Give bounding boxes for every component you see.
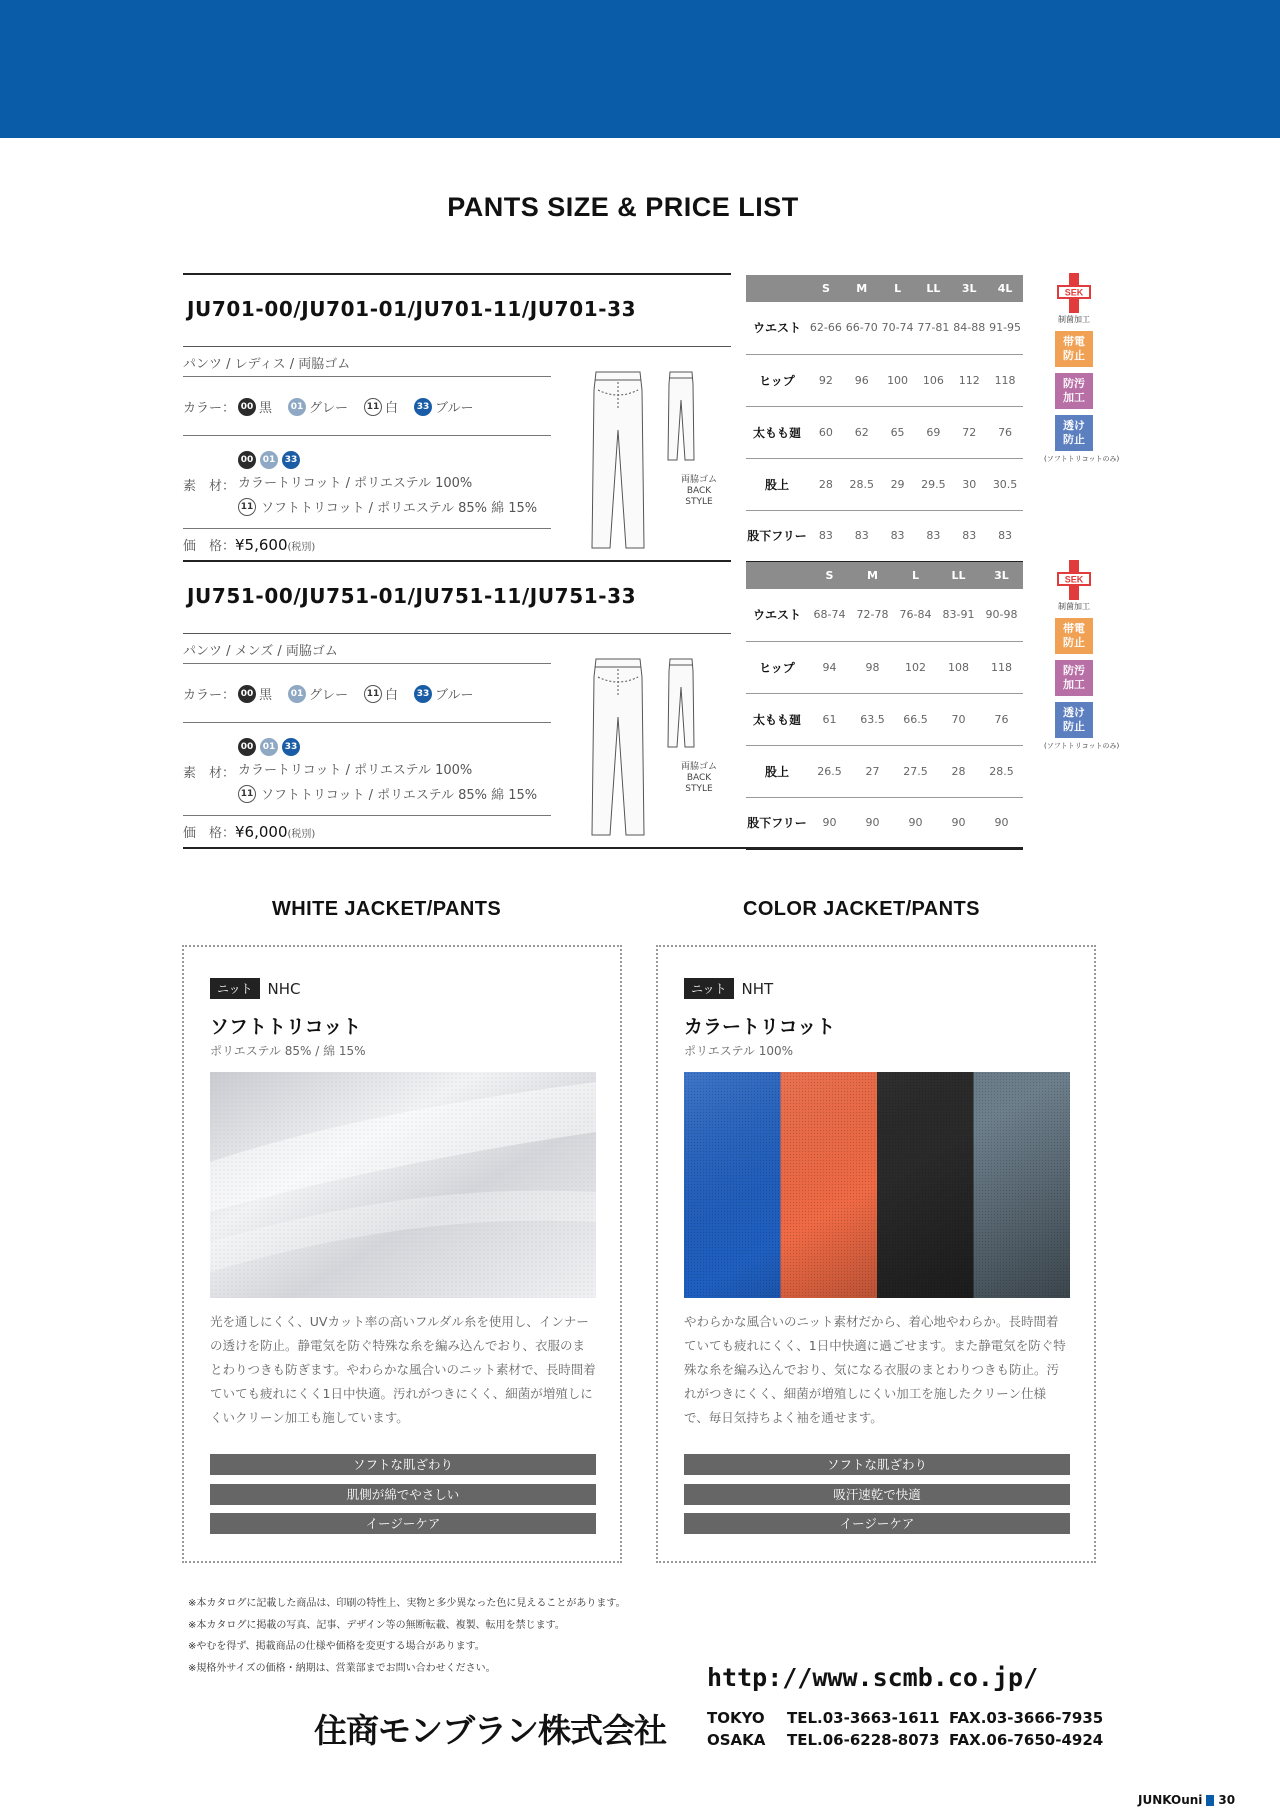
price-value: ¥6,000 [235,823,288,841]
table-row [746,589,1023,641]
size-table [746,562,1023,850]
knit-tag [210,978,301,999]
feature-bar: イージーケア [210,1513,596,1534]
size-value: 76-84 [894,589,937,641]
size-value: 118 [987,354,1023,406]
material-soft-tricot: ソフトトリコット / ポリエステル 85% 綿 15% [261,501,538,516]
note-line: ※やむを得ず、掲載商品の仕様や価格を変更する場合があります。 [188,1641,485,1652]
treatment-badges-ju701 [1044,273,1120,464]
color-label: カラー： [183,688,236,703]
divider [183,633,731,634]
size-value: 63.5 [851,693,894,745]
pants-illustration [588,370,718,550]
size-value: 83 [808,510,844,562]
back-note-line: 両脇ゴム [680,762,717,772]
material-chips [238,451,300,469]
color-chip-33: 33 [282,738,300,756]
knit-label: ニット [684,978,734,999]
size-value: 83-91 [937,589,980,641]
size-value: 29.5 [915,458,951,510]
company-name: 住商モンブラン株式会社 [314,1711,666,1750]
color-chip-33: 33 [414,398,432,416]
row-label: 太もも廻 [746,693,808,745]
size-value: 66.5 [894,693,937,745]
page-title: PANTS SIZE & PRICE LIST [447,192,799,222]
size-value: 102 [894,641,937,693]
note-line: ※規格外サイズの価格・納期は、営業部までお問い合わせください。 [188,1662,496,1674]
color-name: 白 [385,401,399,416]
size-value: 90 [894,797,937,849]
color-name: 黒 [259,688,273,703]
contact-city: OSAKA [707,1731,766,1749]
material-chips [238,738,300,756]
color-name: ブルー [435,688,474,703]
size-header: 4L [987,275,1023,302]
size-value: 28 [937,745,980,797]
size-value: 90 [808,797,851,849]
material-label: 素 材： [183,766,236,781]
pants-illustration [588,657,718,837]
size-value: 76 [980,693,1023,745]
tax-note: (税別) [287,829,316,840]
note-line: ※本カタログに掲載の写真、記事、デザイン等の無断転載、複製、転用を禁じます。 [188,1619,565,1631]
color-chip-00: 00 [238,398,256,416]
table-row [746,641,1023,693]
table-row [746,510,1023,562]
back-note-line: STYLE [685,497,713,507]
treatment-badges-ju751 [1044,560,1120,751]
size-header: S [808,562,851,589]
size-value: 90 [937,797,980,849]
color-name: グレー [309,688,349,703]
contact-tel: TEL.03-3663-1611 [787,1709,940,1727]
size-value: 62-66 [808,302,844,354]
note-line: ※本カタログに記載した商品は、印刷の特性上、実物と多少異なった色に見えることがあります。 [188,1598,626,1609]
size-value: 72 [951,406,987,458]
catalog-notes [188,1593,626,1679]
footer-brand [1138,1793,1235,1807]
color-fabric-swatch [684,1072,1070,1298]
size-value: 76 [987,406,1023,458]
size-value: 68-74 [808,589,851,641]
tax-note: (税別) [287,542,316,553]
section-title-color: COLOR JACKET/PANTS [743,898,980,920]
product-category: パンツ / レディス / 両脇ゴム [183,357,351,372]
size-value: 100 [880,354,916,406]
size-value: 90-98 [980,589,1023,641]
material-label: 素 材： [183,479,236,494]
size-value: 30 [951,458,987,510]
back-note-line: BACK [686,773,712,783]
white-fabric-swatch [210,1072,596,1298]
size-value: 28.5 [980,745,1023,797]
table-row [746,302,1023,354]
color-chip-00: 00 [238,685,256,703]
size-header: 3L [951,275,987,302]
color-name: ブルー [435,401,474,416]
material-soft-tricot: ソフトトリコット / ポリエステル 85% 綿 15% [261,788,538,803]
back-note-line: 両脇ゴム [680,475,717,485]
color-options [183,684,487,703]
antistatic-badge: 帯電 防止 [1055,618,1093,654]
size-value: 83 [915,510,951,562]
size-value: 84-88 [951,302,987,354]
size-value: 96 [844,354,880,406]
size-value: 92 [808,354,844,406]
fabric-name: カラートリコット [684,1016,836,1038]
color-chip-00: 00 [238,738,256,756]
size-value: 94 [808,641,851,693]
fabric-composition: ポリエステル 100% [684,1044,794,1058]
contact-osaka [707,1731,1103,1749]
size-value: 27.5 [894,745,937,797]
top-color-band [0,0,1280,138]
divider [183,847,1023,849]
sek-cross-icon [1057,273,1091,313]
color-name: 黒 [259,401,273,416]
row-label: 太もも廻 [746,406,808,458]
fabric-composition: ポリエステル 85% / 綿 15% [210,1044,366,1058]
size-value: 90 [980,797,1023,849]
knit-label: ニット [210,978,260,999]
size-header: 3L [980,562,1023,589]
material-color-tricot: カラートリコット / ポリエステル 100% [238,476,473,491]
svg-text:SEK: SEK [1064,574,1084,585]
product-info [183,560,731,847]
size-value: 70 [937,693,980,745]
size-value: 83 [987,510,1023,562]
seethrough-badge: 透け 防止 [1055,415,1093,451]
size-value: 118 [980,641,1023,693]
material-soft-tricot-row [238,784,537,803]
size-header: M [851,562,894,589]
size-value: 26.5 [808,745,851,797]
size-header: M [844,275,880,302]
fabric-description: 光を通しにくく、UVカット率の高いフルダル糸を使用し、インナーの透けを防止。静電気を防ぐ特殊な糸を編み込んでおり、衣服のまとわりつきも防ぎます。やわらかな風合いのニット素材で、長時間着ていても疲れにくく1日中快適。汚れがつきにくく、細菌が増殖しにくいクリーン加工も施しています。 [210,1314,596,1425]
seethrough-badge: 透け 防止 [1055,702,1093,738]
size-header: L [880,275,916,302]
size-value: 90 [851,797,894,849]
contact-tel: TEL.06-6228-8073 [787,1731,940,1749]
divider [183,722,551,723]
divider [183,528,551,529]
row-label: 股上 [746,458,808,510]
product-category: パンツ / メンズ / 両脇ゴム [183,644,338,659]
color-chip-11: 11 [238,498,256,516]
contact-tokyo [707,1709,1103,1727]
size-value: 30.5 [987,458,1023,510]
knit-tag [684,978,773,999]
color-chip-01: 01 [288,398,306,416]
color-label: カラー： [183,401,236,416]
size-value: 106 [915,354,951,406]
feature-bar: イージーケア [684,1513,1070,1534]
size-header-blank [746,275,808,302]
size-value: 83 [951,510,987,562]
back-note-line: STYLE [685,784,713,794]
table-row [746,693,1023,745]
divider [183,346,731,347]
divider [183,815,551,816]
price-value: ¥5,600 [235,536,288,554]
product-info [183,273,731,560]
feature-bar: 肌側が綿でやさしい [210,1484,596,1505]
table-row [746,406,1023,458]
size-header: L [894,562,937,589]
size-value: 28 [808,458,844,510]
size-value: 108 [937,641,980,693]
price-label: 価 格： [183,539,236,554]
color-name: グレー [309,401,349,416]
table-row [746,354,1023,406]
feature-bar: ソフトな肌ざわり [210,1454,596,1475]
size-value: 112 [951,354,987,406]
size-value: 60 [808,406,844,458]
size-value: 70-74 [880,302,916,354]
contact-fax: FAX.06-7650-4924 [949,1731,1104,1749]
price-row [183,535,315,554]
row-label: ウエスト [746,589,808,641]
svg-text:SEK: SEK [1064,287,1084,298]
size-header: LL [915,275,951,302]
contact-city: TOKYO [707,1709,765,1727]
row-label: 股下フリー [746,510,808,562]
fabric-code: NHC [267,979,301,998]
color-chip-01: 01 [260,451,278,469]
size-value: 91-95 [987,302,1023,354]
model-number: JU701-00/JU701-01/JU701-11/JU701-33 [187,297,637,321]
price-label: 価 格： [183,826,236,841]
feature-bar: 吸汗速乾で快適 [684,1484,1070,1505]
fabric-description: やわらかな風合いのニット素材だから、着心地やわらか。長時間着ていても疲れにくく、1日中快適に過ごせます。また静電気を防ぐ特殊な糸を編み込んでおり、気になる衣服のまとわりつきも防止。汚れがつきにくく、細菌が増殖しにくい加工を施したクリーン仕様で、毎日気持ちよく袖を通せます。 [684,1314,1066,1425]
size-value: 29 [880,458,916,510]
material-soft-tricot-row [238,497,537,516]
color-chip-01: 01 [260,738,278,756]
size-value: 62 [844,406,880,458]
stainproof-badge: 防汚 加工 [1055,373,1093,409]
size-header: S [808,275,844,302]
divider [183,435,551,436]
sek-label: 制菌加工 [1058,315,1090,324]
table-row [746,797,1023,849]
soft-only-note: (ソフトトリコットのみ) [1044,742,1120,750]
row-label: 股上 [746,745,808,797]
size-value: 72-78 [851,589,894,641]
size-header-blank [746,562,808,589]
sek-cross-icon [1057,560,1091,600]
antistatic-badge: 帯電 防止 [1055,331,1093,367]
material-color-tricot: カラートリコット / ポリエステル 100% [238,763,473,778]
size-table [746,275,1023,563]
fabric-name: ソフトトリコット [210,1016,362,1038]
size-value: 61 [808,693,851,745]
color-chip-11: 11 [238,785,256,803]
size-value: 65 [880,406,916,458]
website-url[interactable]: http://www.scmb.co.jp/ [707,1663,1039,1692]
color-chip-33: 33 [414,685,432,703]
size-value: 28.5 [844,458,880,510]
size-value: 27 [851,745,894,797]
back-style-note [671,475,727,508]
size-header: LL [937,562,980,589]
row-label: 股下フリー [746,797,808,849]
section-title-white: WHITE JACKET/PANTS [272,898,502,920]
color-options [183,397,487,416]
size-value: 83 [844,510,880,562]
color-chip-33: 33 [282,451,300,469]
feature-bar: ソフトな肌ざわり [684,1454,1070,1475]
size-value: 69 [915,406,951,458]
row-label: ヒップ [746,641,808,693]
soft-only-note: (ソフトトリコットのみ) [1044,455,1120,463]
page-number: 30 [1218,1793,1236,1807]
fabric-code: NHT [741,979,774,998]
color-chip-01: 01 [288,685,306,703]
brand-square-icon [1206,1795,1214,1806]
divider [183,376,551,377]
table-row [746,458,1023,510]
color-chip-11: 11 [364,398,382,416]
back-style-note [671,762,727,795]
color-chip-00: 00 [238,451,256,469]
contact-fax: FAX.03-3666-7935 [949,1709,1104,1727]
size-value: 77-81 [915,302,951,354]
brand-name: JUNKOuni [1138,1793,1203,1807]
size-value: 83 [880,510,916,562]
divider [183,663,551,664]
color-name: 白 [385,688,399,703]
price-row [183,822,315,841]
size-value: 98 [851,641,894,693]
row-label: ウエスト [746,302,808,354]
stainproof-badge: 防汚 加工 [1055,660,1093,696]
model-number: JU751-00/JU751-01/JU751-11/JU751-33 [187,584,637,608]
sek-label: 制菌加工 [1058,602,1090,611]
back-note-line: BACK [686,486,712,496]
color-chip-11: 11 [364,685,382,703]
table-row [746,745,1023,797]
fabric-card-soft-tricot [182,945,622,1563]
row-label: ヒップ [746,354,808,406]
fabric-card-color-tricot [656,945,1096,1563]
size-value: 66-70 [844,302,880,354]
